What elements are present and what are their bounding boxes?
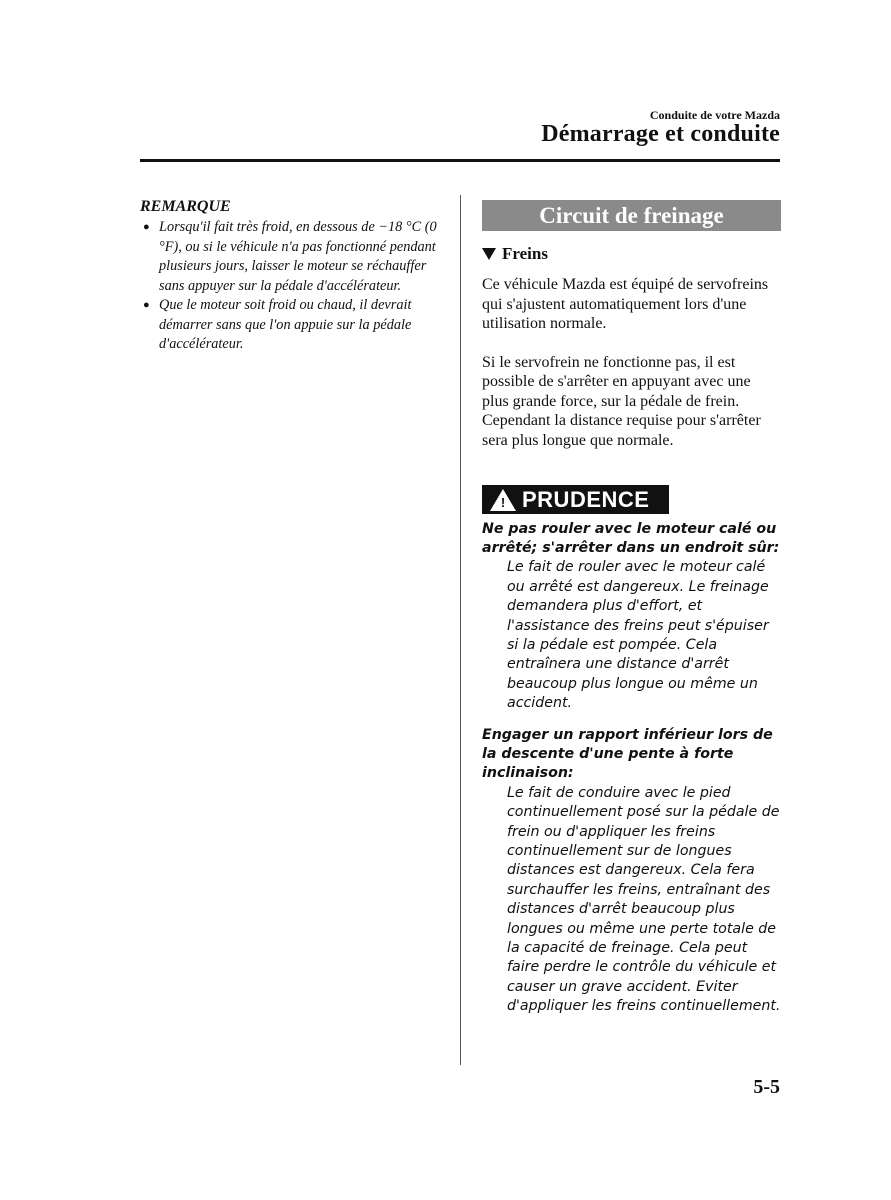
bullet-icon: ● (143, 221, 150, 233)
header-rule (140, 159, 780, 162)
note-item-text: Lorsqu'il fait très froid, en dessous de −18 °C (0 °F), ou si le véhicule n'a pas fonctionné pendant plusieurs jours, laisser le moteur se réchauffer sans appuyer sur la pédale d'accélérateur. (159, 219, 437, 294)
caution-heading: Engager un rapport inférieur lors de la descente d'une pente à forte inclinaison: (482, 726, 773, 782)
note-item-text: Que le moteur soit froid ou chaud, il devrait démarrer sans que l'on appuie sur la pédale d'accélérateur. (159, 297, 412, 352)
page-title: Démarrage et conduite (541, 121, 780, 147)
note-list (140, 218, 440, 355)
column-divider (460, 195, 461, 1065)
caution-body: Le fait de conduire avec le pied continuellement posé sur la pédale de frein ou d'appliquer les freins continuellement sur de longues distances est dangereux. Cela fera surchauffer les freins, entraînant des distances d'arrêt beaucoup plus longues ou même une perte totale de la capacité de freinage. Cela peut faire perdre le contrôle du véhicule et causer un grave accident. Eviter d'appliquer les freins continuellement. (507, 784, 781, 1015)
caution-heading: Ne pas rouler avec le moteur calé ou arrêté; s'arrêter dans un endroit sûr: (482, 520, 780, 556)
paragraph: Si le servofrein ne fonctionne pas, il est possible de s'arrêter en appuyant avec une plus grande force, sur la pédale de frein. Cependant la distance requise pour s'arrêter sera plus longue que normale. (482, 353, 761, 449)
subheading-text: Freins (502, 244, 548, 263)
note-box (140, 198, 440, 355)
note-item (140, 296, 440, 355)
caution-body: Le fait de rouler avec le moteur calé ou arrêté est dangereux. Le freinage demandera plus d'effort, et l'assistance des freins peut s'épuiser si la pédale est pompée. Cela entraînera une distance d'arrêt beaucoup plus longue ou même un accident. (507, 559, 769, 712)
note-item (140, 218, 440, 296)
brake-section (482, 200, 781, 1017)
paragraph: Ce véhicule Mazda est équipé de servofreins qui s'ajustent automatiquement lors d'une utilisation normale. (482, 276, 769, 332)
warning-icon: ! (490, 489, 516, 511)
caution-banner (482, 485, 669, 514)
caution-label: PRUDENCE (522, 486, 650, 512)
triangle-down-icon (482, 248, 496, 260)
header-chapter: Conduite de votre Mazda (649, 108, 780, 122)
bullet-icon: ● (143, 299, 150, 311)
page-number: 5-5 (753, 1076, 780, 1098)
section-title: Circuit de freinage (482, 200, 781, 231)
caution-block (482, 520, 781, 714)
subheading (482, 244, 781, 264)
caution-block (482, 726, 781, 1017)
note-title: REMARQUE (140, 198, 231, 215)
